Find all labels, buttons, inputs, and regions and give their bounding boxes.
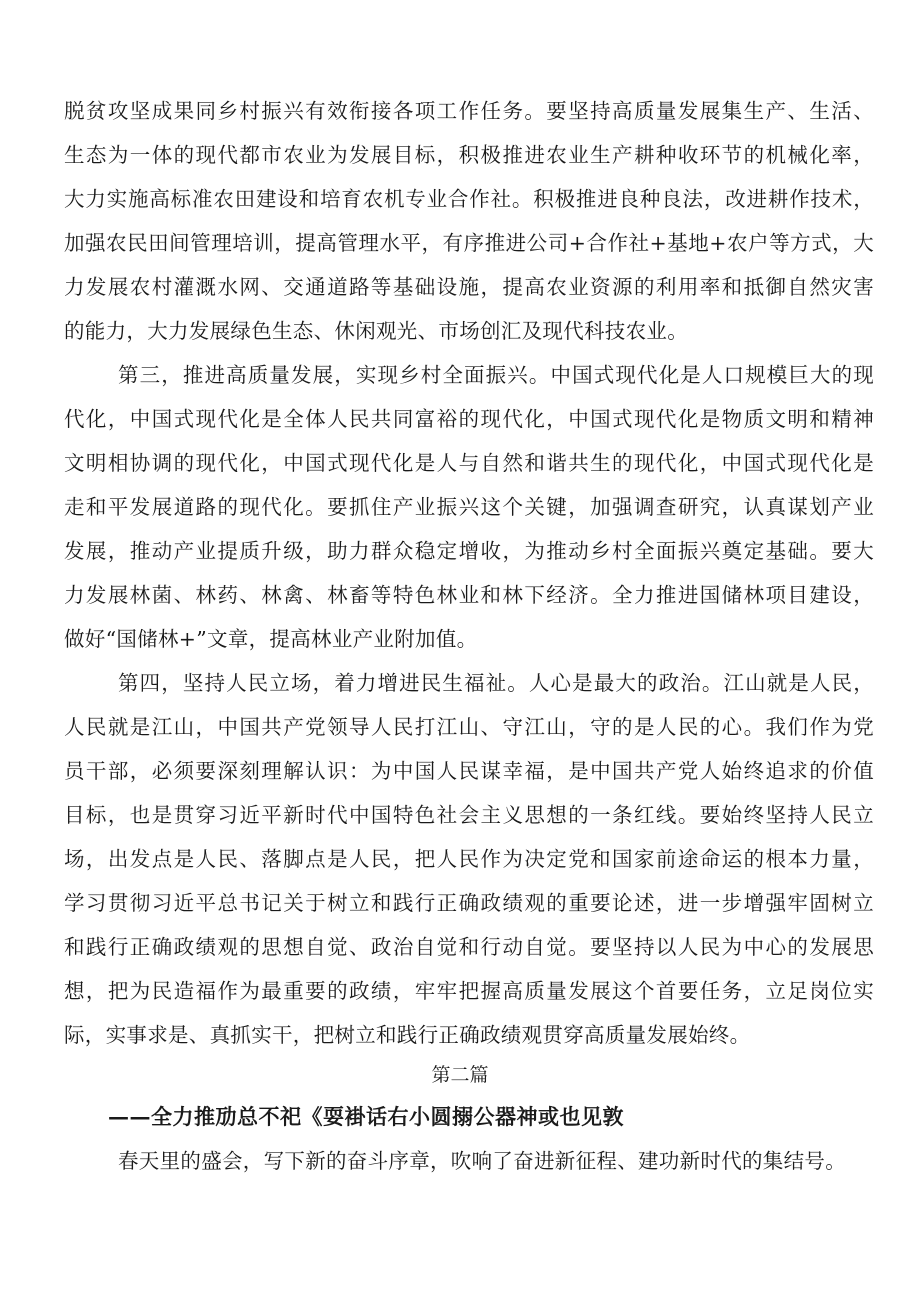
text-line: 走和平发展道路的现代化。要抓住产业振兴这个关键，加强调查研究，认真谋划产业: [64, 495, 874, 519]
text-line: 际，实事求是、真抓实干，把树立和践行正确政绩观贯穿高质量发展始终。: [64, 1023, 751, 1047]
text-line: 员干部，必须要深刻理解认识：为中国人民谋幸福，是中国共产党人始终追求的价值: [64, 759, 874, 783]
text-line: 目标，也是贯穿习近平新时代中国特色社会主义思想的一条红线。要始终坚持人民立: [64, 803, 874, 827]
text-line: 加强农民田间管理培训，提高管理水平，有序推进公司+合作社+基地+农户等方式，大: [64, 231, 874, 255]
text-line: 的能力，大力发展绿色生态、休闲观光、市场创汇及现代科技农业。: [64, 319, 688, 343]
text-line: 力发展农村灌溉水网、交通道路等基础设施，提高农业资源的利用率和抵御自然灾害: [64, 275, 874, 299]
text-line: 第四，坚持人民立场，着力增进民生福祉。人心是最大的政治。江山就是人民，: [118, 671, 874, 695]
text-line: 发展，推动产业提质升级，助力群众稳定增收，为推动乡村全面振兴奠定基础。要大: [64, 539, 874, 563]
text-line: 力发展林菌、林药、林禽、林畜等特色林业和林下经济。全力推进国储林项目建设，: [64, 583, 874, 607]
text-line: 脱贫攻坚成果同乡村振兴有效衔接各项工作任务。要坚持高质量发展集生产、生活、: [64, 99, 874, 123]
text-line: 场，出发点是人民、落脚点是人民，把人民作为决定党和国家前途命运的根本力量，: [64, 847, 874, 871]
text-line: 人民就是江山，中国共产党领导人民打江山、守江山，守的是人民的心。我们作为党: [64, 715, 874, 739]
text-line: 和践行正确政绩观的思想自觉、政治自觉和行动自觉。要坚持以人民为中心的发展思: [64, 935, 874, 959]
text-line: 春天里的盛会，写下新的奋斗序章，吹响了奋进新征程、建功新时代的集结号。: [118, 1149, 846, 1173]
text-line: 做好“国储林+”文章，提高林业产业附加值。: [64, 627, 478, 651]
section-subtitle: ——全力推劢总不祀《耍褂话右小圆搦公器神或也见敦: [108, 1104, 624, 1129]
text-line: 生态为一体的现代都市农业为发展目标，积极推进农业生产耕种收环节的机械化率，: [64, 143, 874, 167]
section-heading: 第二篇: [431, 1064, 489, 1086]
text-line: 大力实施高标准农田建设和培育农机专业合作社。积极推进良种良法，改进耕作技术，: [64, 187, 874, 211]
text-line: 第三，推进高质量发展，实现乡村全面振兴。中国式现代化是人口规模巨大的现: [118, 363, 874, 387]
text-line: 想，把为民造福作为最重要的政绩，牢牢把握高质量发展这个首要任务，立足岗位实: [64, 979, 874, 1003]
text-line: 学习贯彻习近平总书记关于树立和践行正确政绩观的重要论述，进一步增强牢固树立: [64, 891, 874, 915]
text-line: 代化，中国式现代化是全体人民共同富裕的现代化，中国式现代化是物质文明和精神: [64, 407, 874, 431]
text-line: 文明相协调的现代化，中国式现代化是人与自然和谐共生的现代化，中国式现代化是: [64, 451, 874, 475]
